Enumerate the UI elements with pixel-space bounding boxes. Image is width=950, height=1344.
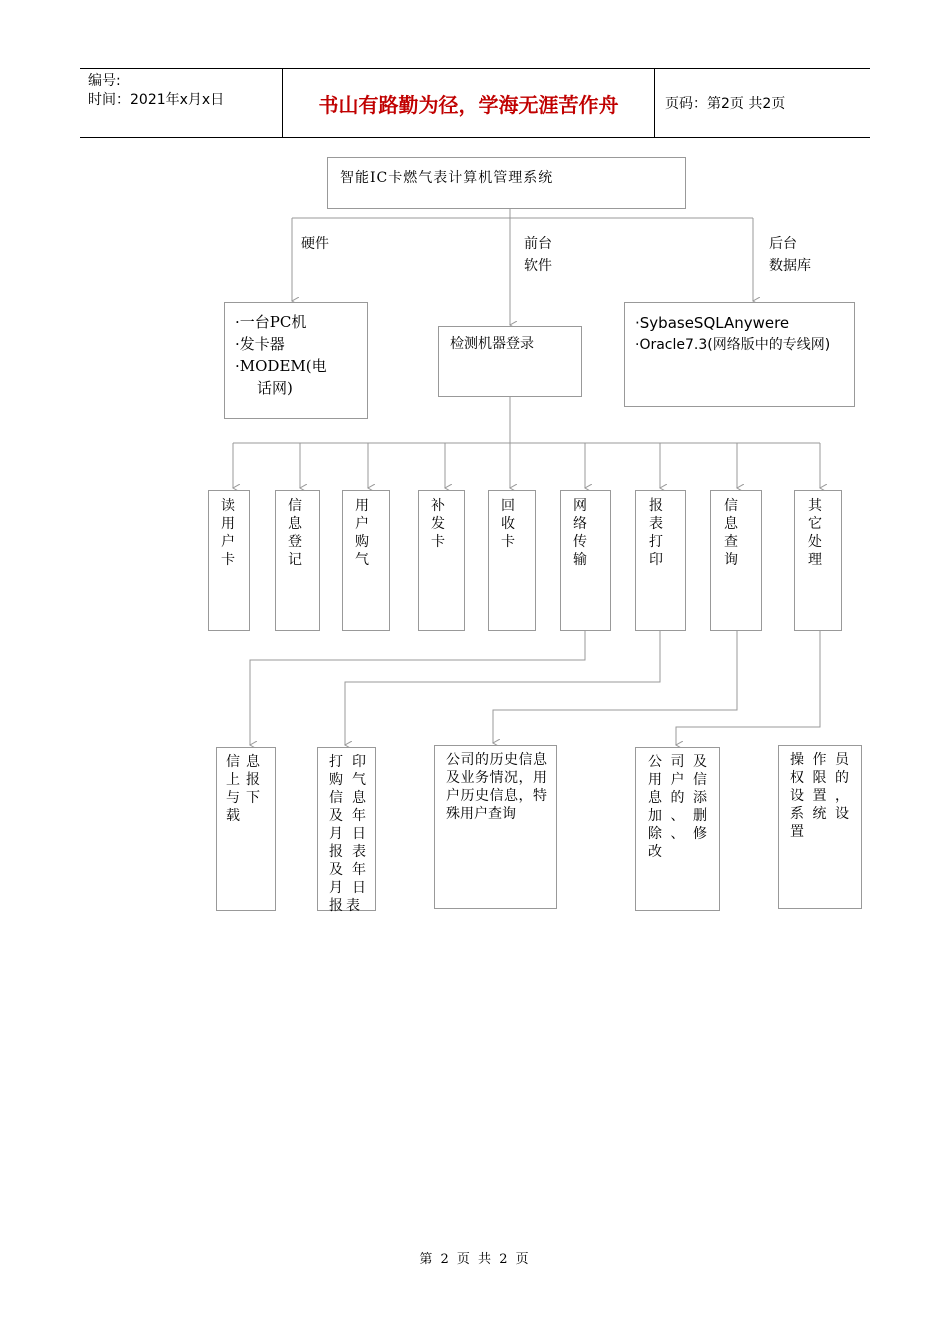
module-info-query-label: 信息查询 (724, 498, 738, 568)
module-gas-purchase (342, 490, 390, 631)
detail-print-reports-text: 打印购气信息及年月日报表及年月日报表 (329, 754, 369, 914)
module-other (794, 490, 842, 631)
module-reissue-card (418, 490, 465, 631)
page-footer: 第 2 页 共 2 页 (419, 1252, 531, 1267)
module-recycle-card (488, 490, 536, 631)
login-box (438, 326, 582, 397)
login-label: 检测机器登录 (450, 336, 534, 352)
database-box (624, 302, 855, 407)
detail-print-reports (317, 747, 376, 914)
module-gas-purchase-label: 用户购气 (355, 498, 369, 568)
module-read-card (208, 490, 250, 631)
number-label: 编号: (88, 73, 121, 89)
module-other-label: 其它处理 (808, 498, 822, 568)
module-read-card-label: 读用户卡 (221, 498, 235, 568)
root-title: 智能IC卡燃气表计算机管理系统 (340, 170, 554, 186)
detail-company-user-info (635, 747, 720, 911)
branch-backend-label-2: 数据库 (769, 258, 811, 274)
detail-upload-download-text: 信息上报与下载 (226, 754, 266, 824)
hardware-item-pc: ·一台PC机 (235, 313, 307, 331)
module-recycle-card-label: 回收卡 (501, 498, 515, 550)
branch-frontend-label-1: 前台 (524, 236, 552, 252)
module-info-register-label: 信息登记 (288, 498, 302, 568)
root-system-box (327, 157, 686, 209)
module-reissue-card-label: 补发卡 (431, 498, 445, 550)
motto: 书山有路勤为径，学海无涯苦作舟 (282, 69, 655, 137)
detail-upload-download (216, 747, 276, 911)
module-report-print (635, 490, 686, 631)
module-report-print-label: 报表打印 (649, 498, 663, 568)
branch-backend-label-1: 后台 (769, 236, 797, 252)
time-label: 时间：2021年x月x日 (88, 92, 225, 108)
detail-history-query-text: 公司的历史信息及业务情况，用户历史信息，特殊用户查询 (446, 752, 547, 822)
hardware-box (224, 302, 368, 419)
hardware-item-modem-cont: 话网) (257, 379, 293, 397)
branch-hardware-label: 硬件 (301, 236, 329, 252)
hardware-item-card-issuer: ·发卡器 (235, 335, 285, 353)
detail-operator-permissions-text: 操作员权限的设置，系统设置 (790, 752, 854, 840)
db-item-sybase: ·SybaseSQLAnywere (635, 314, 790, 332)
hardware-item-modem: ·MODEM(电 (235, 357, 327, 375)
db-item-oracle: ·Oracle7.3(网络版中的专线网) (635, 337, 831, 353)
module-network-transfer (560, 490, 611, 631)
detail-history-query (434, 745, 557, 909)
detail-company-user-info-text: 公司及用户信息的添加、删除、修改 (648, 754, 712, 860)
module-info-query (710, 490, 762, 631)
detail-operator-permissions (778, 745, 862, 909)
module-info-register (275, 490, 320, 631)
page-info: 页码：第2页 共2页 (665, 96, 786, 112)
module-network-transfer-label: 网络传输 (573, 498, 587, 568)
branch-frontend-label-2: 软件 (524, 258, 552, 274)
